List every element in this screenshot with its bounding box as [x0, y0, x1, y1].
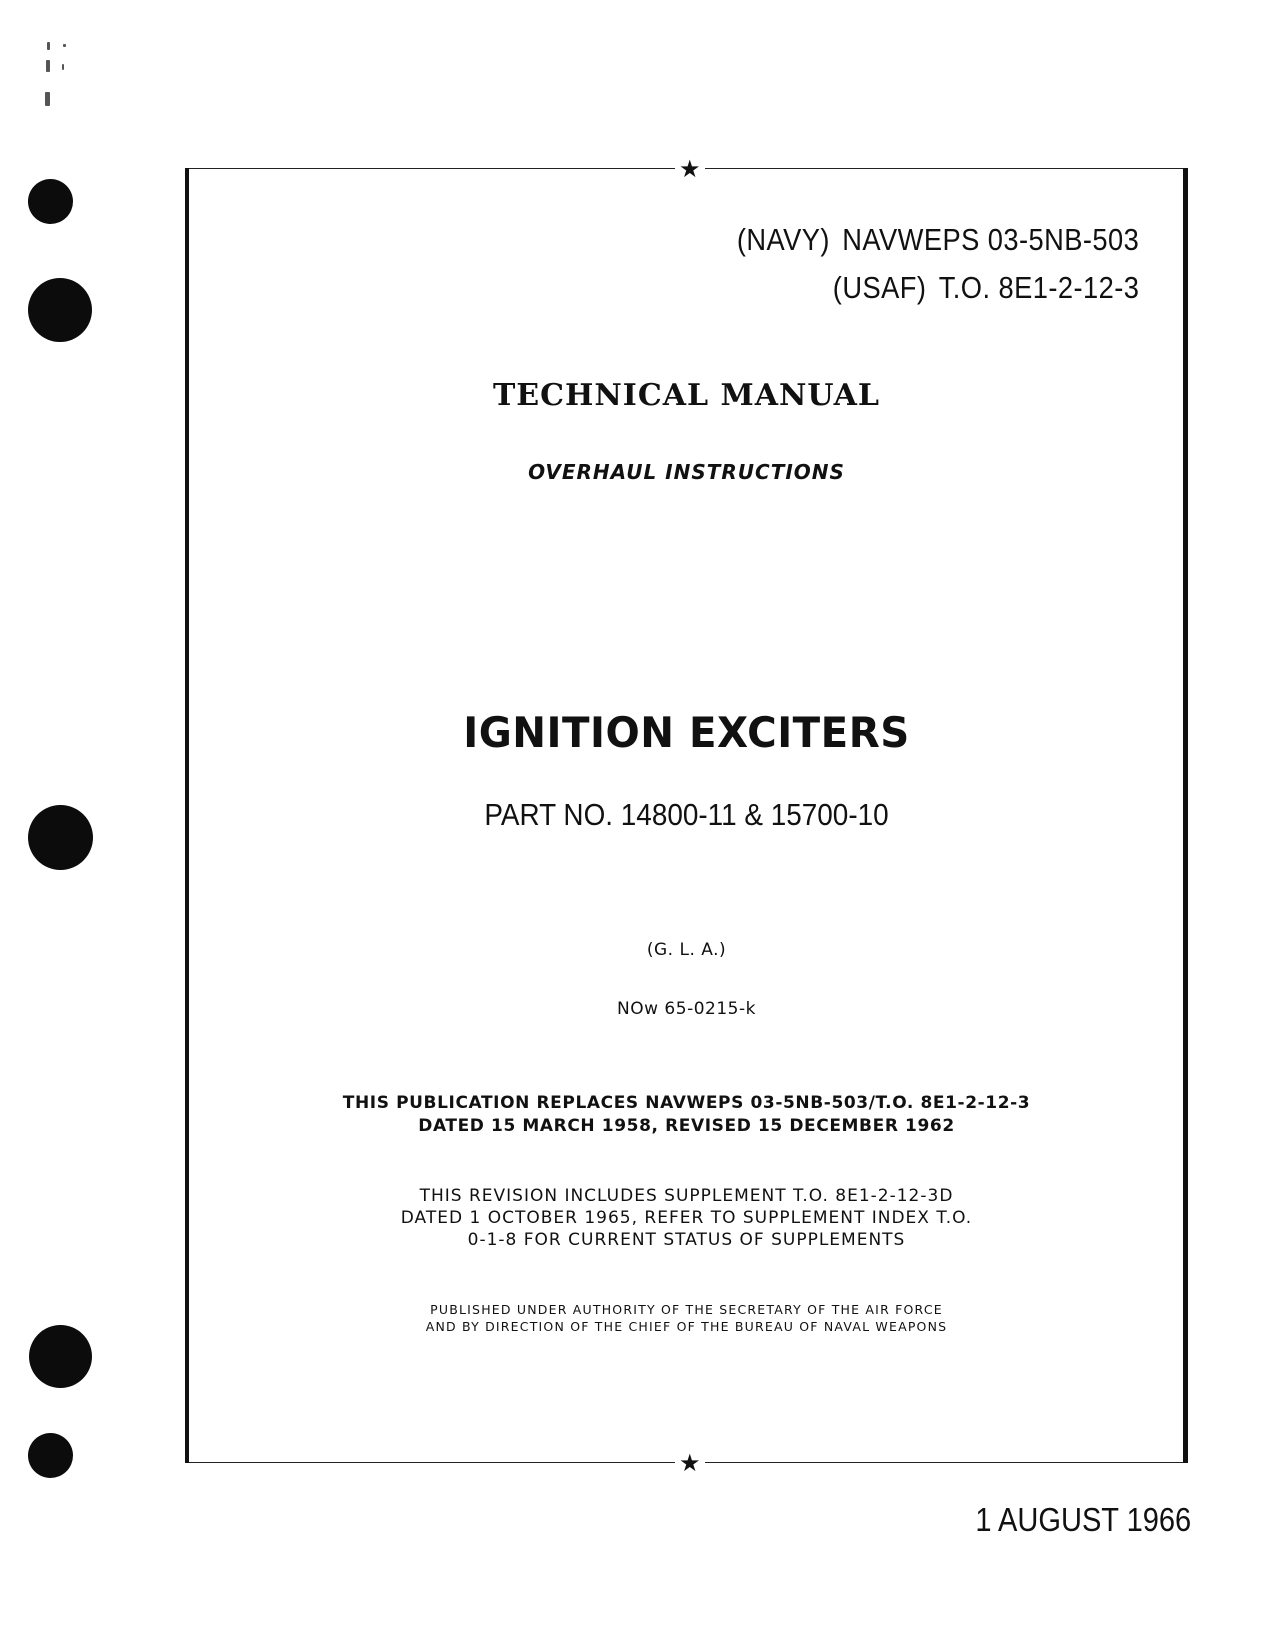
binder-hole	[28, 805, 93, 870]
frame-left-rule	[185, 168, 189, 1463]
usaf-designation: (USAF)	[832, 270, 926, 305]
binder-hole	[28, 1433, 73, 1478]
replacement-notice-line: DATED 15 MARCH 1958, REVISED 15 DECEMBER 1962	[418, 1116, 955, 1136]
scan-speck	[62, 64, 64, 70]
replacement-notice	[185, 1092, 1188, 1138]
manufacturer-code: (G. L. A.)	[646, 940, 727, 960]
frame-right-rule	[1183, 168, 1188, 1463]
scan-speck	[63, 44, 66, 47]
binder-hole	[28, 278, 92, 342]
navy-document-number	[737, 222, 1139, 258]
binder-hole	[29, 1325, 92, 1388]
instructions-type-heading: OVERHAUL INSTRUCTIONS	[528, 460, 845, 484]
publication-date: 1 AUGUST 1966	[975, 1501, 1191, 1538]
contract-number: NOw 65-0215-k	[617, 999, 756, 1019]
revision-notice-line: DATED 1 OCTOBER 1965, REFER TO SUPPLEMENT INDEX T.O.	[400, 1208, 973, 1228]
scan-speck	[46, 60, 50, 72]
bottom-star-icon: ★	[675, 1451, 705, 1475]
replacement-notice-line: THIS PUBLICATION REPLACES NAVWEPS 03-5NB-503/T.O. 8E1-2-12-3	[342, 1093, 1031, 1113]
scan-speck	[45, 92, 50, 106]
manual-type-heading: TECHNICAL MANUAL	[492, 378, 881, 413]
usaf-document-number	[832, 270, 1139, 306]
revision-notice	[185, 1185, 1188, 1251]
revision-notice-line: THIS REVISION INCLUDES SUPPLEMENT T.O. 8E1-2-12-3D	[419, 1186, 954, 1206]
revision-notice-line: 0-1-8 FOR CURRENT STATUS OF SUPPLEMENTS	[467, 1230, 906, 1250]
navy-number: NAVWEPS 03-5NB-503	[842, 222, 1139, 257]
top-star-icon: ★	[675, 157, 705, 181]
navy-designation: (NAVY)	[736, 222, 830, 257]
part-numbers: PART NO. 14800-11 & 15700-10	[484, 797, 889, 832]
binder-hole	[28, 179, 73, 224]
scan-speck	[47, 42, 50, 50]
authority-line: AND BY DIRECTION OF THE CHIEF OF THE BUREAU OF NAVAL WEAPONS	[425, 1319, 948, 1334]
publishing-authority	[185, 1301, 1188, 1335]
document-title: IGNITION EXCITERS	[463, 708, 910, 757]
authority-line: PUBLISHED UNDER AUTHORITY OF THE SECRETARY OF THE AIR FORCE	[430, 1302, 943, 1317]
usaf-number: T.O. 8E1-2-12-3	[938, 270, 1139, 305]
